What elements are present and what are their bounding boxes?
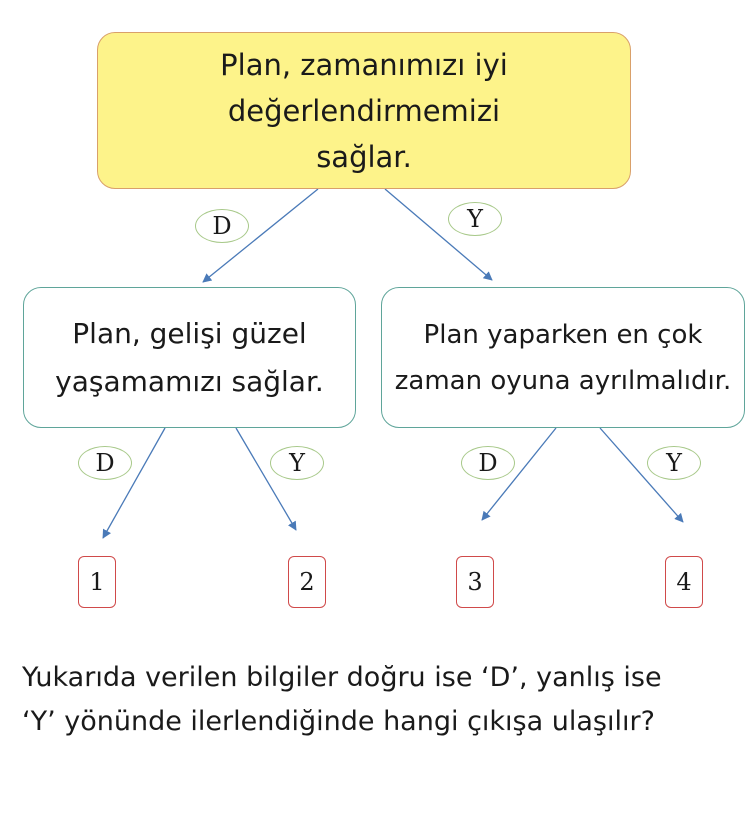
label-top-d: D [195, 209, 249, 243]
node-left-line-1: Plan, gelişi güzel [72, 316, 307, 350]
label-right-y: Y [647, 446, 701, 480]
question-text [22, 656, 742, 744]
arrow-left-d [103, 428, 165, 538]
question-line-2: ‘Y’ yönünde ilerlendiğinde hangi çıkışa ulaşılır? [22, 706, 655, 737]
label-top-y: Y [448, 202, 502, 236]
question-line-1: Yukarıda verilen bilgiler doğru ise ‘D’, yanlış ise [22, 662, 662, 693]
label-left-d: D [78, 446, 132, 480]
exit-4: 4 [665, 556, 703, 608]
exit-1: 1 [78, 556, 116, 608]
node-top-line-1: Plan, zamanımızı iyi [220, 47, 508, 82]
label-right-d: D [461, 446, 515, 480]
node-top-line-2: değerlendirmemizi [227, 93, 501, 128]
node-left [23, 287, 356, 428]
label-left-y: Y [270, 446, 324, 480]
exit-3: 3 [456, 556, 494, 608]
exit-2: 2 [288, 556, 326, 608]
node-top-line-3: sağlar. [316, 139, 412, 174]
node-right [381, 287, 745, 428]
node-left-line-2: yaşamamızı sağlar. [55, 364, 324, 398]
node-right-line-2: zaman oyuna ayrılmalıdır. [394, 365, 732, 396]
node-right-line-1: Plan yaparken en çok [423, 319, 703, 350]
node-top [97, 32, 631, 189]
